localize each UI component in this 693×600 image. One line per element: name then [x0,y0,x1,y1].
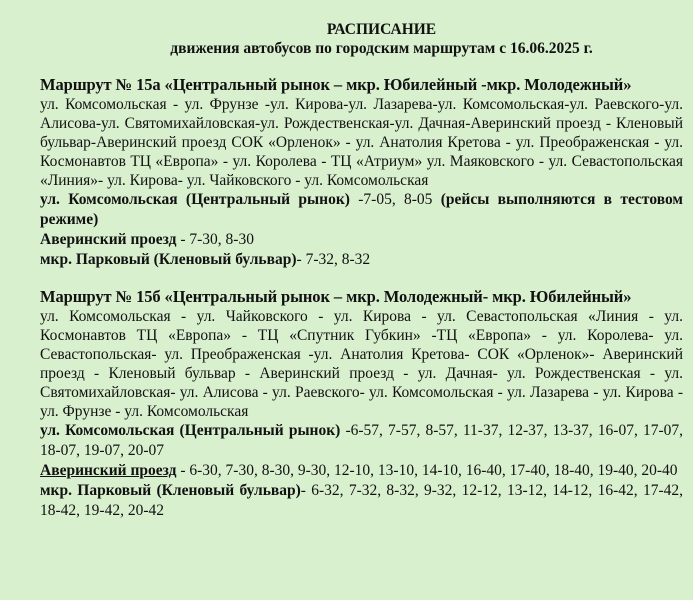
stop-note: (рейсы выполняются в тестовом режиме) [40,191,683,228]
stop-name: Аверинский проезд [40,462,177,479]
document-subtitle: движения автобусов по городским маршрутам с 16.06.2025 г. [170,40,593,57]
stop-times: - 7-30, 8-30 [176,231,254,248]
stop-times: -7-05, 8-05 [349,191,441,208]
stop-times: -6-57, 7-57, 8-57, 11-37, 12-37, 13-37, 16-07, 17-07, 18-07, 19-07, 20-07 [40,422,683,459]
stop-times: - 7-32, 8-32 [296,251,371,268]
route-title: Маршрут № 15б «Центральный рынок – мкр. Молодежный- мкр. Юбилейный» [40,287,632,306]
stop-times: - 6-32, 7-32, 8-32, 9-32, 12-12, 13-12, 14-12, 16-42, 17-42, 18-42, 19-42, 20-42 [40,482,683,519]
stop-row [40,461,683,481]
route-path: ул. Комсомольская - ул. Чайковского - ул. Кирова - ул. Севастопольская «Линия - ул. Космонавтов ТЦ «Европа» - ТЦ «Спутник Губкин» -ТЦ «Европа» - ул. Королева- ул. Севастопольская- ул. Преображенская -ул. Анатолия Кретова- СОК «Орленок»- Аверинский проезд - Кленовый бульвар - Аверинский проезд - ул. Дачная- ул. Рождественская - ул. Святомихайловская- ул. Алисова - ул. Раевского- ул. Комсомольская - ул. Лазарева - ул. Кирова - ул. Фрунзе - ул. Комсомольская [40,308,683,420]
stop-row [40,421,683,461]
route-15a [40,74,683,270]
stop-name: мкр. Парковый (Кленовый бульвар) [40,251,297,268]
route-15b [40,286,683,521]
stop-row [40,230,683,250]
stop-row [40,481,683,521]
document-title: РАСПИСАНИЕ [326,21,437,38]
route-title: Маршрут № 15а «Центральный рынок – мкр. Юбилейный -мкр. Молодежный» [40,75,632,94]
stop-times: - 6-30, 7-30, 8-30, 9-30, 12-10, 13-10, 14-10, 16-40, 17-40, 18-40, 19-40, 20-40 [176,462,678,479]
stop-name: ул. Комсомольская (Центральный рынок) [40,191,350,208]
stop-name: Аверинский проезд [40,231,177,248]
route-path: ул. Комсомольская - ул. Фрунзе -ул. Кирова-ул. Лазарева-ул. Комсомольская-ул. Раевского-ул. Алисова-ул. Святомихайловская-ул. Рождественская-ул. Дачная-Аверинский проезд - Кленовый бульвар-Аверинский проезд СОК «Орленок» - ул. Анатолия Кретова - ул. Преображенская - ул. Космонавтов ТЦ «Европа» - ул. Королева - ТЦ «Атриум» ул. Маяковского - ул. Севастопольская «Линия»- ул. Кирова- ул. Чайковского - ул. Комсомольская [40,96,683,189]
stop-row [40,250,683,270]
stop-row [40,190,683,230]
stop-name: мкр. Парковый (Кленовый бульвар) [40,482,301,499]
stop-name: ул. Комсомольская (Центральный рынок) [40,422,341,439]
header [80,20,683,58]
